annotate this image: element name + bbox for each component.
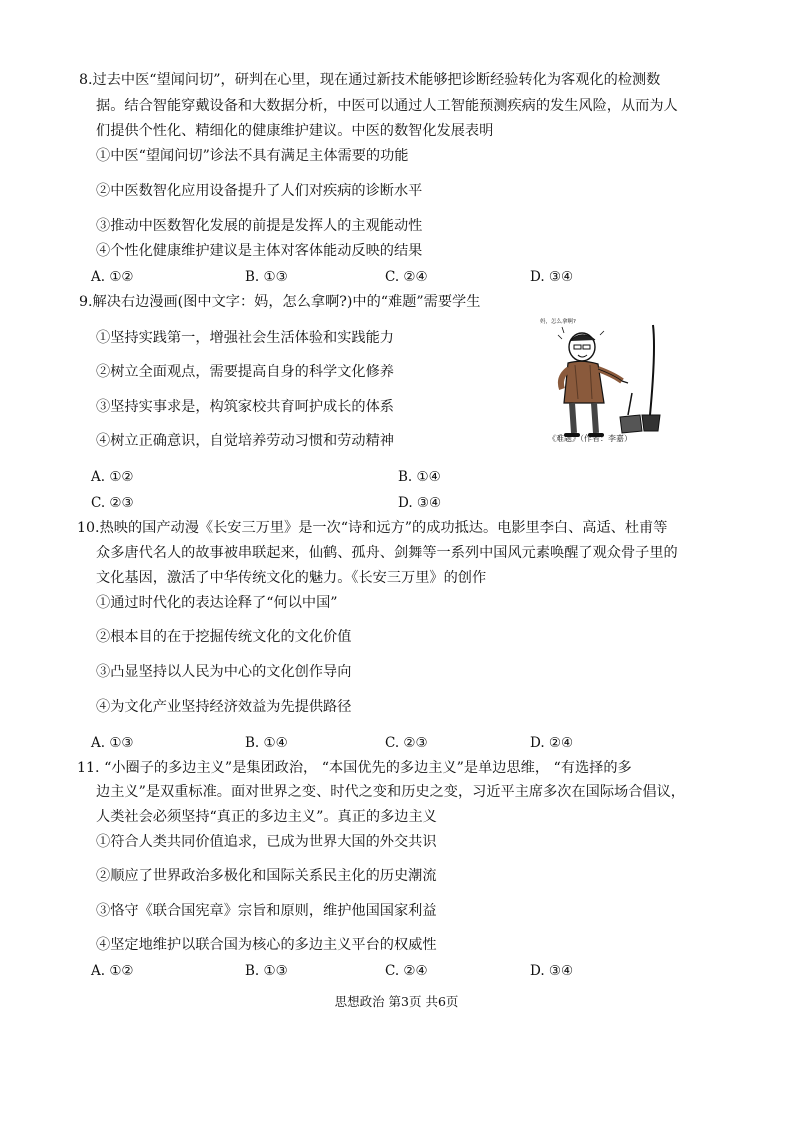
q8-statement-2: ②中医数智化应用设备提升了人们对疾病的诊断水平 — [96, 183, 423, 199]
q8-statement-4: ④个性化健康维护建议是主体对客体能动反映的结果 — [96, 243, 423, 259]
q8-statement-1: ①中医“望闻问切”诊法不具有满足主体需要的功能 — [96, 148, 409, 164]
q10-statement-4: ④为文化产业坚持经济效益为先提供路径 — [96, 699, 352, 715]
cartoon-image — [538, 311, 666, 451]
q10-option-a: A. ①③ — [91, 735, 134, 751]
q10-stem-line-2: 众多唐代名人的故事被串联起来，仙鹤、孤舟、剑舞等一系列中国风元素唤醒了观众骨子里的 — [96, 545, 678, 561]
q11-statement-1: ①符合人类共同价值追求，已成为世界大国的外交共识 — [96, 834, 437, 850]
q11-statement-4: ④坚定地维护以联合国为核心的多边主义平台的权威性 — [96, 937, 437, 953]
q8-stem-line-3: 们提供个性化、精细化的健康维护建议。中医的数智化发展表明 — [96, 123, 494, 139]
q10-option-c: C. ②③ — [385, 735, 428, 751]
q8-statement-3: ③推动中医数智化发展的前提是发挥人的主观能动性 — [96, 218, 423, 234]
q9-statement-2: ②树立全面观点，需要提高自身的科学文化修养 — [96, 364, 394, 380]
q8-option-c: C. ②④ — [385, 269, 428, 285]
q11-option-c: C. ②④ — [385, 963, 428, 979]
q8-option-b: B. ①③ — [245, 269, 288, 285]
q11-statement-3: ③恪守《联合国宪章》宗旨和原则，维护他国国家利益 — [96, 903, 437, 919]
q11-option-d: D. ③④ — [530, 963, 574, 979]
q9-option-c: C. ②③ — [91, 495, 134, 511]
q9-option-b: B. ①④ — [398, 469, 441, 485]
q8-option-a: A. ①② — [91, 269, 134, 285]
q10-option-d: D. ②④ — [530, 735, 574, 751]
q9-option-d: D. ③④ — [398, 495, 442, 511]
q10-statement-1: ①通过时代化的表达诠释了“何以中国” — [96, 595, 338, 611]
q11-stem-line-2: 边主义”是双重标准。面对世界之变、时代之变和历史之变，习近平主席多次在国际场合倡议， — [96, 784, 685, 800]
q11-statement-2: ②顺应了世界政治多极化和国际关系民主化的历史潮流 — [96, 868, 437, 884]
q11-stem-line-1: 11. “小圈子的多边主义”是集团政治， “本国优先的多边主义”是单边思维， “有选择的多 — [77, 760, 632, 776]
q11-option-a: A. ①② — [91, 963, 134, 979]
q8-stem-line-1: 8.过去中医“望闻问切”，研判在心里，现在通过新技术能够把诊断经验转化为客观化的检测数 — [79, 72, 661, 88]
q9-option-a: A. ①② — [91, 469, 134, 485]
q10-statement-3: ③凸显坚持以人民为中心的文化创作导向 — [96, 664, 352, 680]
q11-stem-line-3: 人类社会必须坚持“真正的多边主义”。真正的多边主义 — [96, 809, 437, 825]
q8-option-d: D. ③④ — [530, 269, 574, 285]
cartoon-caption: 《难题》（作者：李嘉） — [548, 434, 632, 443]
q9-stem: 9.解决右边漫画(图中文字：妈，怎么拿啊?)中的“难题”需要学生 — [79, 294, 481, 310]
cartoon-speech: 妈，怎么拿啊? — [540, 319, 576, 325]
q10-stem-line-1: 10.热映的国产动漫《长安三万里》是一次“诗和远方”的成功抵达。电影里李白、高适、杜甫等 — [77, 520, 668, 536]
q9-statement-3: ③坚持实事求是，构筑家校共育呵护成长的体系 — [96, 399, 394, 415]
q10-stem-line-3: 文化基因，激活了中华传统文化的魅力。《长安三万里》的创作 — [96, 570, 487, 586]
q10-statement-2: ②根本目的在于挖掘传统文化的文化价值 — [96, 629, 352, 645]
q10-option-b: B. ①④ — [245, 735, 288, 751]
page-footer: 思想政治 第3页 共6页 — [334, 994, 459, 1009]
q9-statement-4: ④树立正确意识，自觉培养劳动习惯和劳动精神 — [96, 433, 394, 449]
q11-option-b: B. ①③ — [245, 963, 288, 979]
q8-stem-line-2: 据。结合智能穿戴设备和大数据分析，中医可以通过人工智能预测疾病的发生风险，从而为人 — [96, 98, 678, 114]
q9-statement-1: ①坚持实践第一，增强社会生活体验和实践能力 — [96, 330, 394, 346]
